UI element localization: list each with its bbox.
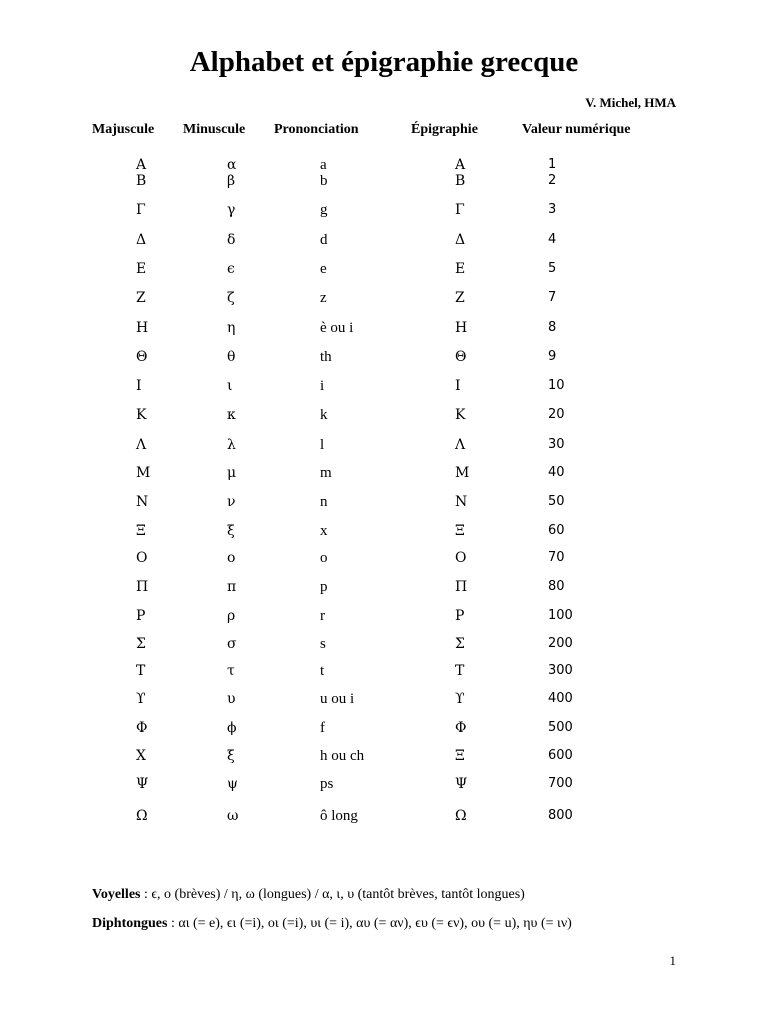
cell-valeur: 9 xyxy=(548,349,557,364)
cell-valeur: 80 xyxy=(548,579,565,594)
cell-minuscule: ω xyxy=(227,808,239,824)
cell-epigraphie: Μ xyxy=(455,465,470,481)
cell-minuscule: ϕ xyxy=(227,720,237,736)
cell-prononciation: o xyxy=(320,550,328,566)
cell-majuscule: Β xyxy=(136,173,147,189)
voyelles-note xyxy=(92,887,525,903)
cell-minuscule: μ xyxy=(227,465,237,481)
cell-valeur: 2 xyxy=(548,173,557,188)
cell-prononciation: t xyxy=(320,663,325,679)
cell-epigraphie: Ξ xyxy=(455,523,465,539)
cell-majuscule: Κ xyxy=(136,407,147,423)
table-row xyxy=(0,435,768,459)
header-majuscule: Majuscule xyxy=(92,122,155,137)
cell-valeur: 3 xyxy=(548,202,557,217)
cell-majuscule: Ε xyxy=(136,261,147,277)
cell-minuscule: ψ xyxy=(227,776,238,792)
table-row xyxy=(0,661,768,685)
cell-majuscule: Γ xyxy=(136,202,146,218)
table-row xyxy=(0,492,768,516)
cell-minuscule: ρ xyxy=(227,608,236,624)
cell-epigraphie: Ζ xyxy=(455,290,465,306)
cell-epigraphie: Ν xyxy=(455,494,468,510)
cell-prononciation: f xyxy=(320,720,325,736)
voyelles-label: Voyelles xyxy=(92,887,141,902)
cell-minuscule: ξ xyxy=(227,523,235,539)
cell-valeur: 300 xyxy=(548,663,573,678)
cell-minuscule: ι xyxy=(227,378,233,394)
cell-epigraphie: Β xyxy=(455,173,466,189)
document-author: V. Michel, HMA xyxy=(585,95,676,110)
cell-prononciation: ps xyxy=(320,776,334,792)
cell-minuscule: υ xyxy=(227,691,236,707)
table-row xyxy=(0,746,768,770)
cell-valeur: 800 xyxy=(548,808,573,823)
table-row xyxy=(0,288,768,312)
cell-epigraphie: Ξ xyxy=(455,748,465,764)
header-minuscule: Minuscule xyxy=(183,122,246,137)
table-row xyxy=(0,376,768,400)
cell-valeur: 100 xyxy=(548,608,573,623)
cell-majuscule: Π xyxy=(136,579,149,595)
cell-prononciation: z xyxy=(320,290,327,306)
cell-minuscule: η xyxy=(227,320,236,336)
table-row xyxy=(0,774,768,798)
cell-valeur: 10 xyxy=(548,378,565,393)
table-row xyxy=(0,634,768,658)
cell-prononciation: u ou i xyxy=(320,691,355,707)
cell-majuscule: Ι xyxy=(136,378,142,394)
cell-prononciation: s xyxy=(320,636,326,652)
table-row xyxy=(0,318,768,342)
page-number: 1 xyxy=(669,953,676,968)
cell-epigraphie: Θ xyxy=(455,349,467,365)
cell-prononciation: l xyxy=(320,437,325,453)
cell-valeur: 600 xyxy=(548,748,573,763)
cell-majuscule: Δ xyxy=(136,232,147,248)
cell-epigraphie: Π xyxy=(455,579,468,595)
table-row xyxy=(0,718,768,742)
cell-minuscule: σ xyxy=(227,636,237,652)
cell-majuscule: Α xyxy=(136,157,147,173)
table-row xyxy=(0,463,768,487)
cell-valeur: 70 xyxy=(548,550,565,565)
cell-epigraphie: Φ xyxy=(455,720,467,736)
cell-valeur: 400 xyxy=(548,691,573,706)
table-row xyxy=(0,405,768,429)
cell-valeur: 40 xyxy=(548,465,565,480)
cell-minuscule: θ xyxy=(227,349,236,365)
cell-majuscule: Σ xyxy=(136,636,146,652)
cell-epigraphie: Ρ xyxy=(455,608,465,624)
cell-valeur: 4 xyxy=(548,232,557,247)
cell-minuscule: π xyxy=(227,579,237,595)
diphtongues-label: Diphtongues xyxy=(92,916,168,931)
cell-prononciation: n xyxy=(320,494,328,510)
cell-majuscule: Ν xyxy=(136,494,149,510)
cell-epigraphie: Γ xyxy=(455,202,465,218)
cell-minuscule: λ xyxy=(227,437,236,453)
document-title: Alphabet et épigraphie grecque xyxy=(189,46,579,78)
cell-majuscule: Τ xyxy=(136,663,146,679)
cell-majuscule: Ξ xyxy=(136,523,146,539)
diphtongues-text: : αι (= e), ϵι (=i), οι (=i), υι (= i), αυ (= αν), ϵυ (= ϵν), ου (= u), ηυ (= ιν) xyxy=(167,916,572,931)
cell-epigraphie: Κ xyxy=(455,407,466,423)
cell-epigraphie: ϒ xyxy=(455,691,465,707)
table-row xyxy=(0,606,768,630)
cell-minuscule: ζ xyxy=(227,290,235,306)
cell-minuscule: γ xyxy=(227,202,236,218)
cell-epigraphie: Ι xyxy=(455,378,461,394)
cell-prononciation: g xyxy=(320,202,328,218)
table-row xyxy=(0,347,768,371)
cell-majuscule: Λ xyxy=(136,437,147,453)
cell-majuscule: Μ xyxy=(136,465,151,481)
cell-prononciation: è ou i xyxy=(320,320,354,336)
cell-epigraphie: Ε xyxy=(455,261,466,277)
cell-minuscule: τ xyxy=(227,663,235,679)
cell-majuscule: ϒ xyxy=(136,691,146,707)
cell-prononciation: r xyxy=(320,608,325,624)
table-row xyxy=(0,548,768,572)
table-row xyxy=(0,577,768,601)
cell-majuscule: Φ xyxy=(136,720,148,736)
table-row xyxy=(0,259,768,283)
cell-prononciation: p xyxy=(320,579,328,595)
header-prononciation: Prononciation xyxy=(274,122,359,137)
cell-epigraphie: Σ xyxy=(455,636,465,652)
cell-prononciation: i xyxy=(320,378,325,394)
cell-majuscule: Ψ xyxy=(136,776,149,792)
cell-majuscule: Χ xyxy=(136,748,146,764)
cell-minuscule: β xyxy=(227,173,236,189)
cell-minuscule: ϵ xyxy=(227,261,235,277)
cell-majuscule: Ω xyxy=(136,808,148,824)
cell-minuscule: ο xyxy=(227,550,236,566)
table-row xyxy=(0,689,768,713)
header-valeur-numerique: Valeur numérique xyxy=(522,122,631,137)
cell-majuscule: Η xyxy=(136,320,149,336)
table-row xyxy=(0,806,768,830)
cell-epigraphie: Ο xyxy=(455,550,467,566)
cell-valeur: 8 xyxy=(548,320,557,335)
header-epigraphie: Épigraphie xyxy=(411,122,478,137)
cell-epigraphie: Τ xyxy=(455,663,465,679)
cell-valeur: 700 xyxy=(548,776,573,791)
cell-prononciation: h ou ch xyxy=(320,748,365,764)
voyelles-text: : ϵ, ο (brèves) / η, ω (longues) / α, ι, υ (tantôt brèves, tantôt longues) xyxy=(140,887,525,902)
cell-epigraphie: Η xyxy=(455,320,468,336)
table-row xyxy=(0,230,768,254)
cell-valeur: 7 xyxy=(548,290,557,305)
cell-valeur: 200 xyxy=(548,636,573,651)
cell-valeur: 50 xyxy=(548,494,565,509)
cell-valeur: 1 xyxy=(548,157,557,172)
cell-minuscule: ν xyxy=(227,494,236,510)
table-row xyxy=(0,521,768,545)
cell-valeur: 5 xyxy=(548,261,557,276)
cell-epigraphie: Ψ xyxy=(455,776,468,792)
cell-minuscule: κ xyxy=(227,407,236,423)
cell-prononciation: e xyxy=(320,261,327,277)
cell-prononciation: m xyxy=(320,465,332,481)
cell-prononciation: th xyxy=(320,349,332,365)
table-row xyxy=(0,171,768,195)
cell-valeur: 500 xyxy=(548,720,573,735)
cell-prononciation: b xyxy=(320,173,328,189)
cell-majuscule: Ο xyxy=(136,550,148,566)
cell-prononciation: d xyxy=(320,232,328,248)
cell-majuscule: Ρ xyxy=(136,608,146,624)
cell-majuscule: Θ xyxy=(136,349,148,365)
cell-valeur: 20 xyxy=(548,407,565,422)
cell-prononciation: ô long xyxy=(320,808,358,824)
cell-prononciation: k xyxy=(320,407,328,423)
cell-epigraphie: Α xyxy=(455,157,466,173)
diphtongues-note xyxy=(92,916,572,932)
table-row xyxy=(0,200,768,224)
cell-epigraphie: Ω xyxy=(455,808,467,824)
cell-epigraphie: Λ xyxy=(455,437,466,453)
cell-minuscule: ξ xyxy=(227,748,235,764)
cell-prononciation: x xyxy=(320,523,328,539)
cell-epigraphie: Δ xyxy=(455,232,466,248)
cell-minuscule: α xyxy=(227,157,237,173)
cell-majuscule: Ζ xyxy=(136,290,146,306)
cell-prononciation: a xyxy=(320,157,327,173)
cell-valeur: 60 xyxy=(548,523,565,538)
cell-valeur: 30 xyxy=(548,437,565,452)
cell-minuscule: δ xyxy=(227,232,236,248)
